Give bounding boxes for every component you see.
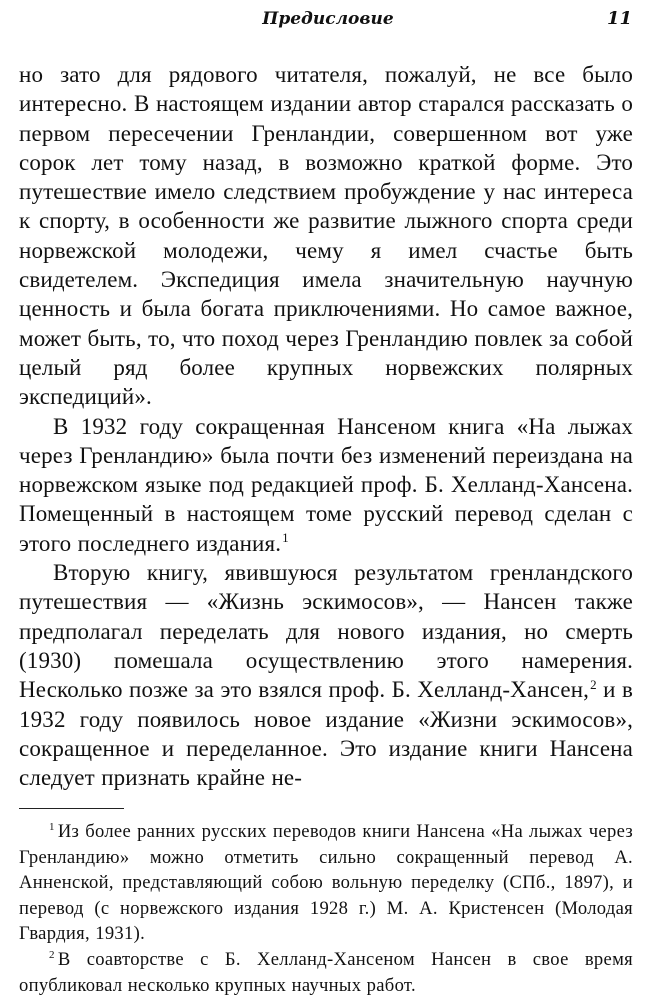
footnote-marker: 1	[49, 821, 55, 834]
paragraph-text: Вторую книгу, явившуюся результатом гренландского путешествия — «Жизнь эскимосов», — Нансен также предполагал переделать для нового издания, но смерть (1930) помешала осуществлению этого намерения. Несколько позже за это взялся проф. Б. Хелланд-Хансен,	[19, 560, 633, 703]
main-text	[19, 60, 633, 792]
paragraph	[19, 412, 633, 558]
footnote-text: В соавторстве с Б. Хелланд-Хансеном Нансен в свое время опубликовал несколько крупных научных работ.	[19, 948, 633, 996]
paragraph-text: и в 1932 году появилось новое издание «Жизни эскимосов», сокращенное и переделанное. Это издание книги Нансена следует признать крайне не-	[19, 677, 633, 791]
footnote-divider	[19, 808, 124, 809]
footnote	[19, 819, 633, 947]
footnote-text: Из более ранних русских переводов книги Нансена «На лыжах через Гренландию» можно отметить сильно сокращенный перевод А. Анненской, представляющий собою вольную переделку (СПб., 1897), и перевод (с норвежского издания 1928 г.) М. А. Кристенсен (Молодая Гвардия, 1931).	[19, 821, 633, 945]
running-head-title: Предисловие	[262, 9, 394, 29]
footnotes	[19, 819, 633, 998]
paragraph-text: В 1932 году сокращенная Нансеном книга «На лыжах через Гренландию» была почти без изменений переиздана на норвежском языке под редакцией проф. Б. Хелланд-Хансена. Помещенный в настоящем томе русский перевод сделан с этого последнего издания.	[19, 413, 633, 556]
footnote	[19, 947, 633, 998]
footnote-marker: 2	[49, 949, 55, 962]
paragraph-continued: но зато для рядового читателя, пожалуй, не все было интересно. В настоящем издании автор старался рассказать о первом пересечении Гренландии, совершенном вот уже сорок лет тому назад, в возможно краткой форме. Это путешествие имело следствием пробуждение у нас интереса к спорту, в особенности же развитие лыжного спорта среди норвежской молодежи, чему я имел счастье быть свидетелем. Экспедиция имела значительную научную ценность и была богата приключениями. Но самое важное, может быть, то, что поход через Гренландию повлек за собой целый ряд более крупных норвежских полярных экспедиций».	[19, 62, 633, 410]
footnote-reference: 1	[282, 530, 289, 546]
page-number: 11	[606, 8, 632, 29]
running-head	[20, 6, 636, 32]
footnote-reference: 2	[590, 676, 597, 692]
paragraph	[19, 558, 633, 792]
